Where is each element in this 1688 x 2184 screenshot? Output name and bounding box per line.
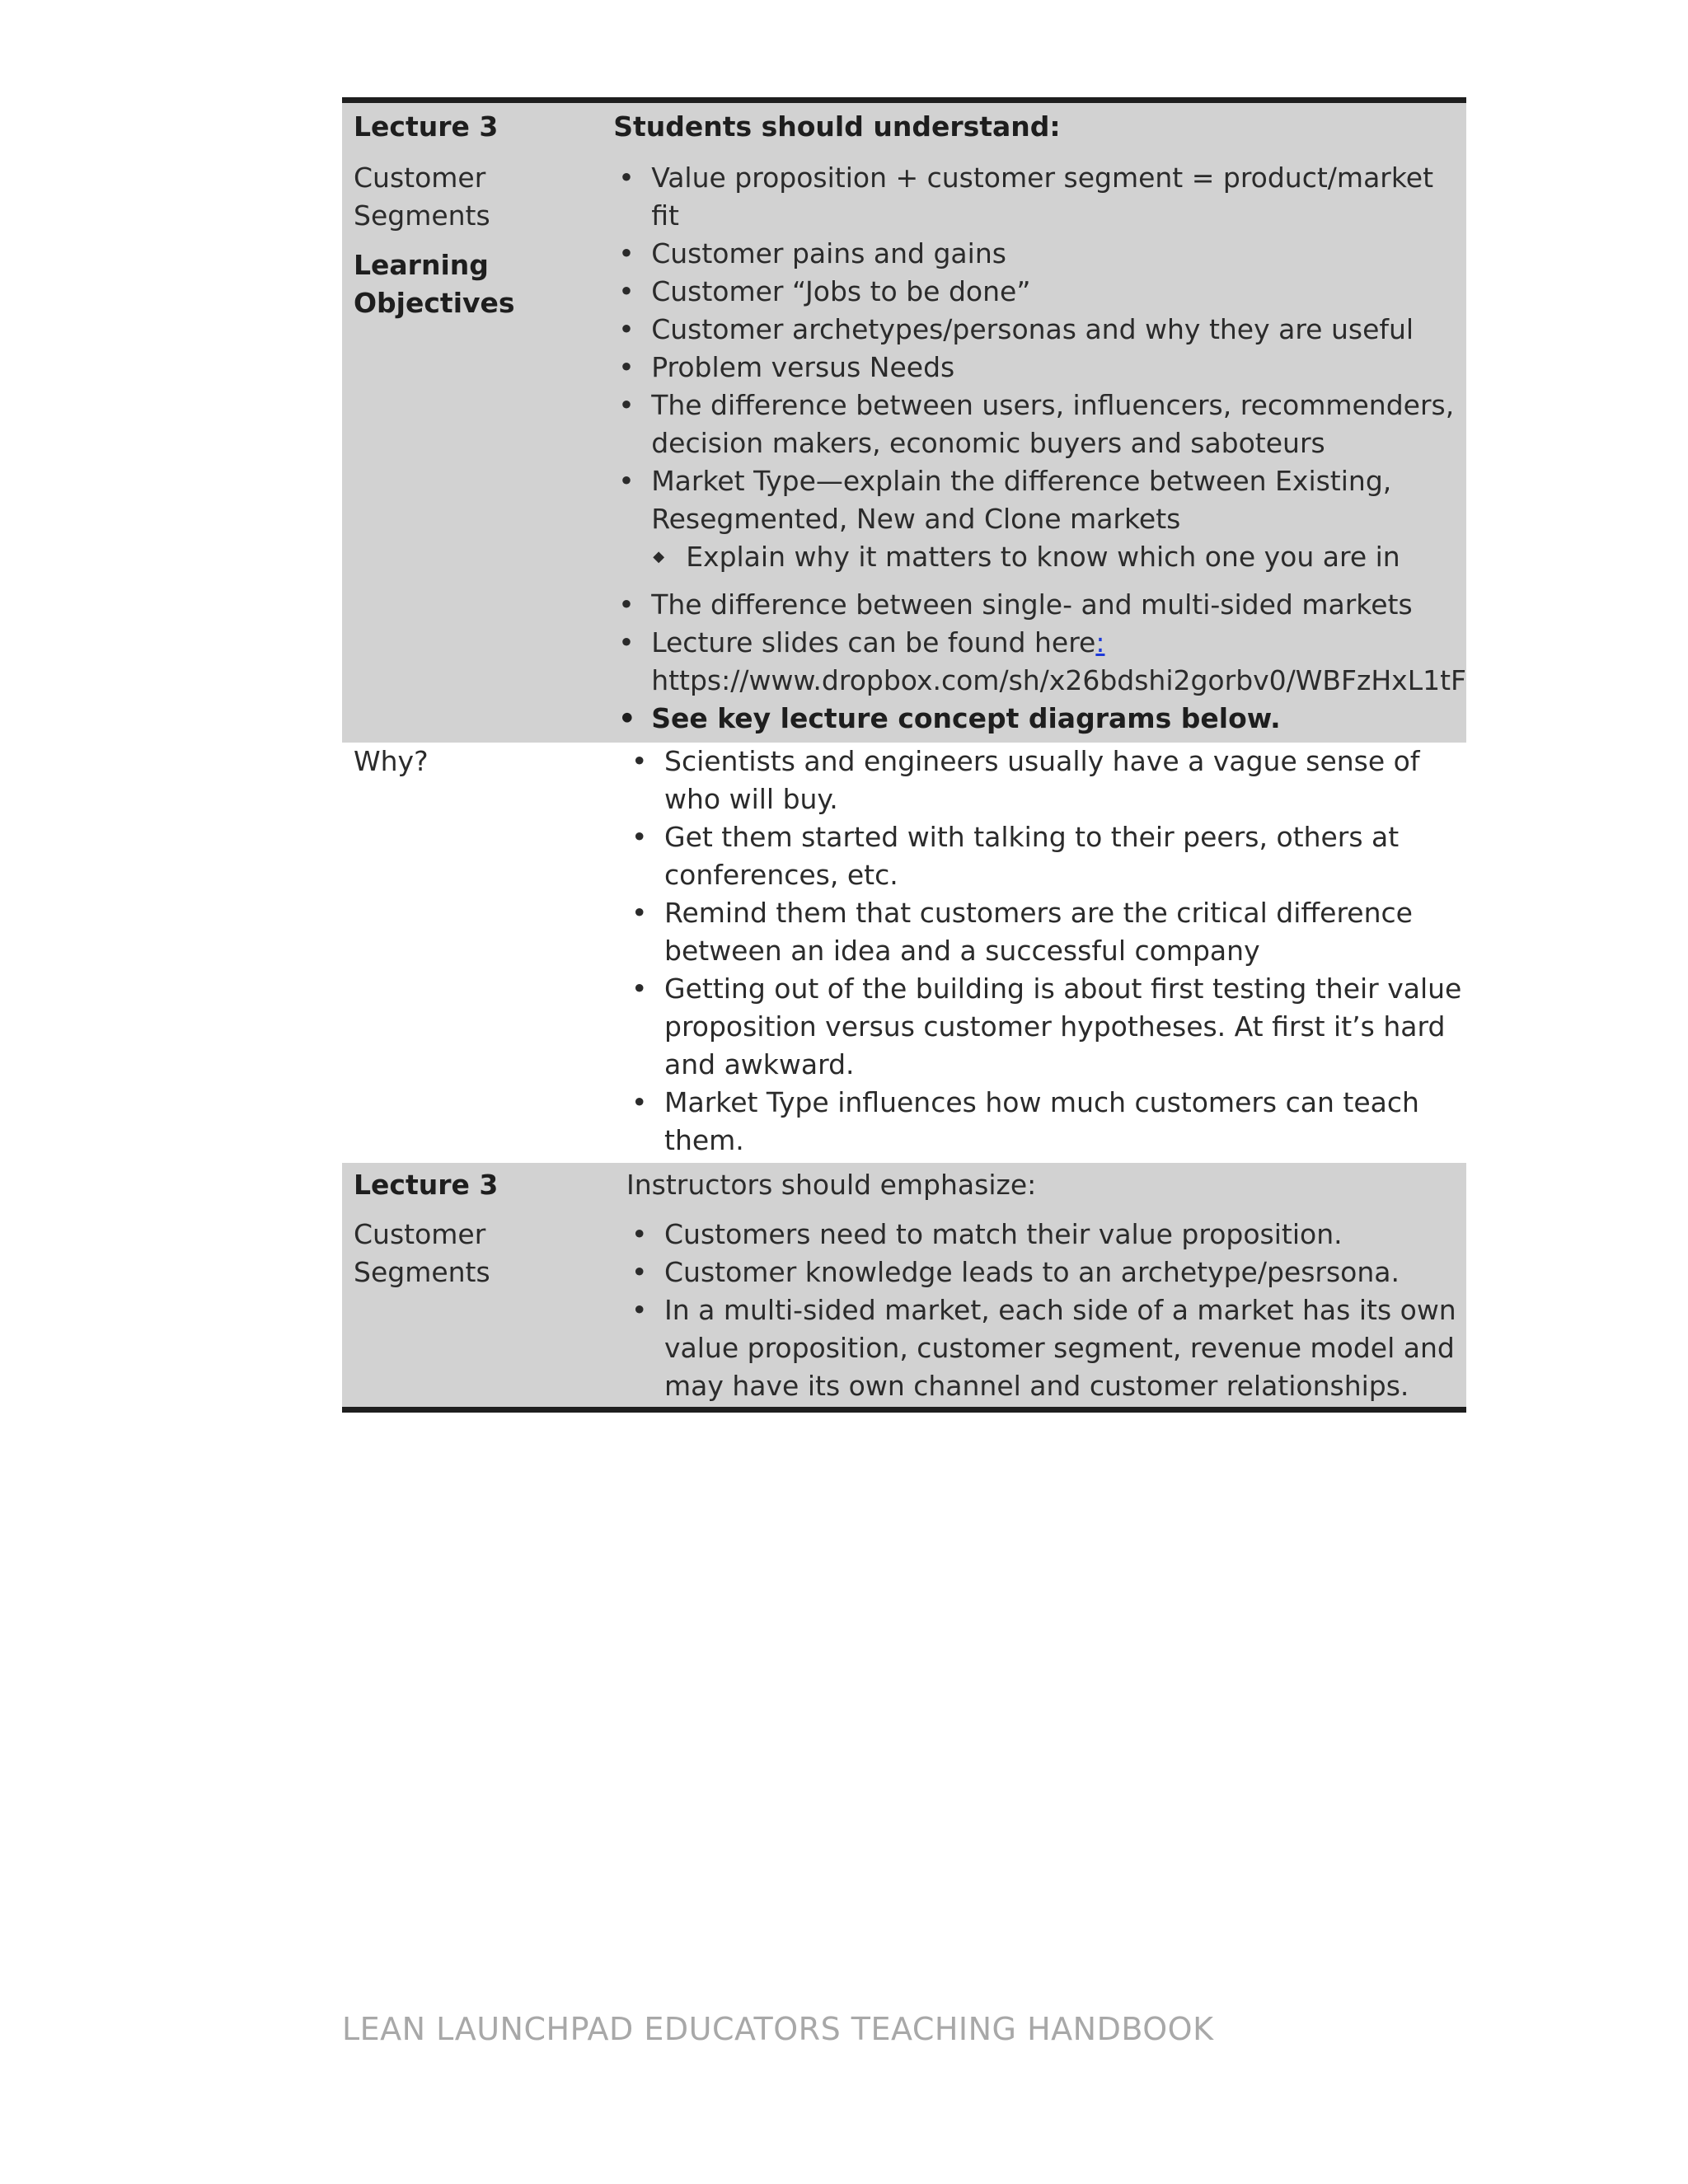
lecture-number: Lecture 3: [354, 1169, 499, 1201]
slides-text: Lecture slides can be found here: [651, 626, 1096, 658]
instructors-list: [626, 1216, 1466, 1405]
why-label-cell: [342, 743, 626, 1160]
list-item: • Customer archetypes/personas and why they are useful: [613, 311, 1466, 349]
key-diagrams-item: • See key lecture concept diagrams below.: [613, 700, 1466, 738]
objectives-list-continued: [613, 586, 1466, 738]
slides-link[interactable]: :: [1095, 626, 1105, 658]
why-row: [342, 743, 1466, 1163]
instructors-heading: Instructors should emphasize:: [626, 1169, 1037, 1201]
lecture-number: Lecture 3: [354, 110, 499, 143]
list-item: • Customer knowledge leads to an archetype/pesrsona.: [626, 1254, 1466, 1291]
objectives-label-line2: Objectives: [354, 287, 515, 319]
objectives-content-cell: [613, 108, 1466, 738]
list-item: • Customer “Jobs to be done”: [613, 273, 1466, 311]
why-content-cell: [626, 743, 1466, 1160]
page-footer: LEAN LAUNCHPAD EDUCATORS TEACHING HANDBOOK: [342, 2011, 1214, 2047]
list-item: • Value proposition + customer segment = product/market fit: [613, 159, 1466, 235]
slides-url: https://www.dropbox.com/sh/x26bdshi2gorbv0/WBFzHxL1tF: [651, 664, 1466, 696]
list-item: • Get them started with talking to their peers, others at conferences, etc.: [626, 818, 1466, 894]
lecture-topic: Customer Segments: [354, 162, 490, 232]
instructors-label-cell: [342, 1166, 626, 1405]
list-item: • Scientists and engineers usually have a vague sense of who will buy.: [626, 743, 1466, 818]
lecture-table: [342, 97, 1466, 1413]
why-label: Why?: [354, 745, 429, 777]
list-item: • Problem versus Needs: [613, 349, 1466, 387]
lecture-topic-line1: Customer: [354, 1218, 486, 1250]
slides-list-item: [613, 624, 1466, 700]
list-item: • Remind them that customers are the critical difference between an idea and a successful company: [626, 894, 1466, 970]
objectives-label-cell: [342, 108, 613, 738]
objectives-list: [613, 159, 1466, 576]
learning-objectives-row: [342, 103, 1466, 743]
list-item: • Customer pains and gains: [613, 235, 1466, 273]
list-item: • Getting out of the building is about first testing their value proposition versus customer hypotheses. At first it’s hard and awkward.: [626, 970, 1466, 1084]
objectives-label-line1: Learning: [354, 249, 489, 281]
sub-list-item: ◆ Explain why it matters to know which one you are in: [613, 538, 1466, 576]
instructors-content-cell: [626, 1166, 1466, 1405]
why-list: [626, 743, 1466, 1160]
objectives-heading: Students should understand:: [613, 110, 1061, 143]
list-item: • In a multi-sided market, each side of a market has its own value proposition, customer segment, revenue model and may have its own channel and customer relationships.: [626, 1291, 1466, 1405]
lecture-topic-line2: Segments: [354, 1256, 490, 1288]
list-item: • Customers need to match their value proposition.: [626, 1216, 1466, 1254]
list-item: • Market Type influences how much customers can teach them.: [626, 1084, 1466, 1160]
list-item: • The difference between single- and multi-sided markets: [613, 586, 1466, 624]
list-item: • The difference between users, influencers, recommenders, decision makers, economic buyers and saboteurs: [613, 387, 1466, 462]
list-item: • Market Type—explain the difference between Existing, Resegmented, New and Clone markets: [613, 462, 1466, 538]
instructors-row: [342, 1163, 1466, 1413]
